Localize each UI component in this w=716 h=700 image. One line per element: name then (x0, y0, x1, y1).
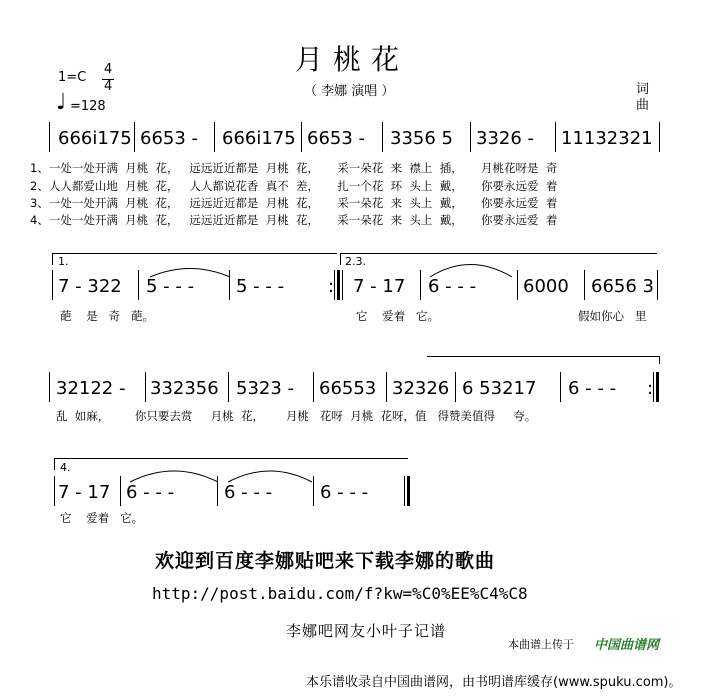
time-signature-top: 4 (104, 62, 113, 77)
upload-label: 本曲谱上传于 (508, 638, 574, 651)
measure: 6653 - (140, 128, 199, 149)
song-title: 月桃花 (295, 43, 410, 76)
lyric-line: 葩 是 奇 葩。 (60, 309, 155, 323)
lyric-verse-1: 1、一处一处开满 月桃 花， 远远近近都是 月桃 花， 采一朵花 来 襟上 插， 月桃花呀是 奇 (30, 161, 558, 175)
slur (150, 269, 230, 278)
download-banner: 欢迎到百度李娜贴吧来下载李娜的歌曲 (155, 550, 496, 572)
time-signature-bottom: 4 (104, 79, 113, 94)
measure: 3326 - (476, 128, 535, 149)
measure: 66553 (319, 378, 377, 399)
measure: 6 - - - (224, 482, 273, 503)
key-signature: 1=C (58, 70, 87, 85)
measure: 332356 (150, 378, 219, 399)
lyric-line: 它 爱着 它。 (60, 511, 144, 525)
repeat-dots: : (647, 378, 654, 399)
measure: 6 - - - (126, 482, 175, 503)
measure: 32326 (392, 378, 450, 399)
tempo-marking: =128 (70, 99, 106, 114)
measure: 6 - - - (568, 378, 617, 399)
lyric-line: 假如你心 里 (578, 309, 647, 323)
measure: 7 - 17 (353, 276, 406, 297)
repeat-dots: : (328, 276, 335, 297)
transcriber-credit: 李娜吧网友小叶子记谱 (286, 622, 447, 640)
slur (430, 265, 512, 278)
measure: 3356 5 (390, 128, 453, 149)
site-logo[interactable]: 中国曲谱网 (594, 638, 660, 653)
quarter-note-icon: ♩ (56, 90, 67, 115)
lyric-line: 它 爱着 它。 (356, 309, 440, 323)
forum-url[interactable]: http://post.baidu.com/f?kw=%C0%EE%C4%C8 (152, 584, 528, 603)
measure: 6 - - - (320, 482, 369, 503)
measure: 6 53217 (462, 378, 537, 399)
measure: 11132321 (561, 128, 653, 149)
measure: 7 - 17 (58, 482, 111, 503)
slur (130, 471, 218, 482)
measure: 666i175 (222, 128, 296, 149)
ending-label-4: 4. (60, 461, 71, 474)
performer-credit: （ 李娜 演唱 ） (304, 84, 395, 99)
measure: 6653 - (307, 128, 366, 149)
measure: 32122 - (56, 378, 126, 399)
measure: 5323 - (236, 378, 295, 399)
source-notice: 本乐谱收录自中国曲谱网，由书明谱库缓存(www.spuku.com)。 (306, 675, 682, 690)
measure: 5 - - - (236, 276, 285, 297)
measure: 6000 (523, 276, 569, 297)
measure: 7 - 322 (58, 276, 122, 297)
lyric-verse-2: 2、人人都爱山地 月桃 花， 人人都说花香 真不 差， 扎一个花 环 头上 戴， 你要永远爱 着 (30, 179, 558, 193)
lyric-verse-4: 4、一处一处开满 月桃 花， 远远近近都是 月桃 花， 采一朵花 来 头上 戴， 你要永远爱 着 (30, 213, 558, 227)
lyric-verse-3: 3、一处一处开满 月桃 花， 远远近近都是 月桃 花， 采一朵花 来 头上 戴， 你要永远爱 着 (30, 196, 558, 210)
lyricist-label: 词 (636, 82, 650, 97)
ending-label-23: 2.3. (345, 255, 366, 268)
measure: 6656 3 (591, 276, 654, 297)
measure: 5 - - - (146, 276, 195, 297)
measure: 666i175 (58, 128, 132, 149)
composer-label: 曲 (636, 98, 650, 113)
slur (228, 471, 312, 482)
ending-label-1: 1. (58, 255, 69, 268)
measure: 6 - - - (428, 276, 477, 297)
lyric-line: 乱 如麻， 你只要去赏 月桃 花， 月桃 花呀 月桃 花呀，值 得赞美值得 夸。 (56, 409, 537, 423)
